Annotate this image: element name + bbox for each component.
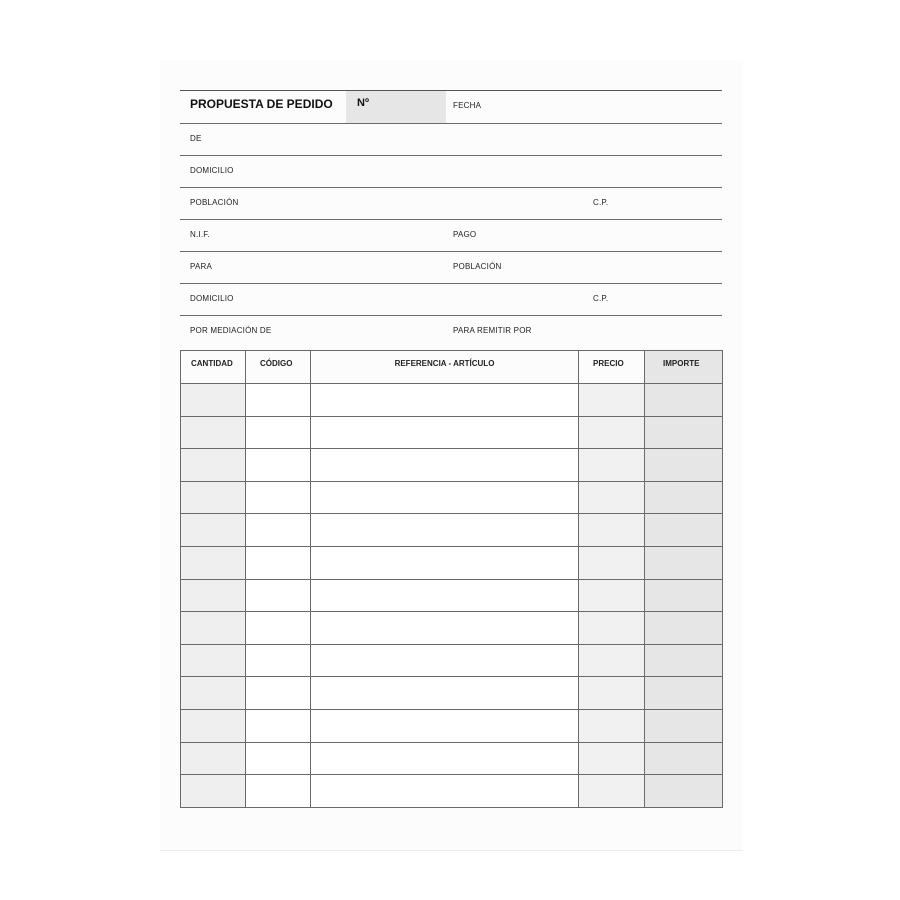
- cell-importe[interactable]: [645, 546, 723, 579]
- table-row: [181, 742, 723, 775]
- cell-cantidad[interactable]: [181, 775, 246, 808]
- table-row: [181, 612, 723, 645]
- cell-codigo[interactable]: [246, 677, 311, 710]
- cell-precio[interactable]: [579, 677, 645, 710]
- cell-precio[interactable]: [579, 644, 645, 677]
- table-row: [181, 775, 723, 808]
- cell-importe[interactable]: [645, 384, 723, 417]
- para-row[interactable]: [180, 251, 722, 283]
- cell-importe[interactable]: [645, 709, 723, 742]
- cell-cantidad[interactable]: [181, 514, 246, 547]
- cell-referencia[interactable]: [311, 775, 579, 808]
- col-header-codigo: CÓDIGO: [246, 351, 311, 384]
- cell-precio[interactable]: [579, 775, 645, 808]
- poblacion-label-1: POBLACIÓN: [190, 198, 239, 207]
- domicilio-label-2: DOMICILIO: [190, 294, 234, 303]
- cell-codigo[interactable]: [246, 612, 311, 645]
- poblacion-label-2: POBLACIÓN: [453, 262, 502, 271]
- cell-referencia[interactable]: [311, 612, 579, 645]
- cell-referencia[interactable]: [311, 677, 579, 710]
- form-title: PROPUESTA DE PEDIDO: [190, 97, 333, 111]
- table-row: [181, 416, 723, 449]
- cell-precio[interactable]: [579, 514, 645, 547]
- table-row: [181, 449, 723, 482]
- cell-importe[interactable]: [645, 742, 723, 775]
- col-header-importe: IMPORTE: [645, 351, 723, 384]
- cell-importe[interactable]: [645, 416, 723, 449]
- cell-precio[interactable]: [579, 384, 645, 417]
- cell-referencia[interactable]: [311, 546, 579, 579]
- mediacion-row[interactable]: [180, 315, 722, 347]
- col-header-referencia: REFERENCIA - ARTÍCULO: [311, 351, 579, 384]
- form-header-row: [180, 90, 722, 123]
- cell-referencia[interactable]: [311, 579, 579, 612]
- items-table: [180, 350, 723, 808]
- table-header-row: [181, 351, 723, 384]
- cp-label-2: C.P.: [593, 294, 609, 303]
- poblacion-row-1[interactable]: [180, 187, 722, 219]
- cell-referencia[interactable]: [311, 449, 579, 482]
- cell-cantidad[interactable]: [181, 677, 246, 710]
- cell-cantidad[interactable]: [181, 449, 246, 482]
- cell-precio[interactable]: [579, 416, 645, 449]
- cell-cantidad[interactable]: [181, 579, 246, 612]
- cell-cantidad[interactable]: [181, 416, 246, 449]
- cell-precio[interactable]: [579, 546, 645, 579]
- cell-importe[interactable]: [645, 449, 723, 482]
- cell-precio[interactable]: [579, 579, 645, 612]
- table-row: [181, 546, 723, 579]
- domicilio-row-1[interactable]: [180, 155, 722, 187]
- cell-cantidad[interactable]: [181, 644, 246, 677]
- cell-codigo[interactable]: [246, 709, 311, 742]
- cell-referencia[interactable]: [311, 384, 579, 417]
- cell-cantidad[interactable]: [181, 384, 246, 417]
- cell-precio[interactable]: [579, 709, 645, 742]
- de-label: DE: [190, 134, 202, 143]
- de-row[interactable]: [180, 123, 722, 155]
- order-form: [180, 90, 722, 347]
- cell-codigo[interactable]: [246, 416, 311, 449]
- items-table-body: [181, 384, 723, 808]
- pago-label: PAGO: [453, 230, 477, 239]
- nif-label: N.I.F.: [190, 230, 210, 239]
- cell-codigo[interactable]: [246, 449, 311, 482]
- cell-referencia[interactable]: [311, 514, 579, 547]
- cell-precio[interactable]: [579, 449, 645, 482]
- cell-cantidad[interactable]: [181, 481, 246, 514]
- fecha-label: FECHA: [453, 101, 482, 110]
- table-row: [181, 677, 723, 710]
- cell-importe[interactable]: [645, 677, 723, 710]
- cell-referencia[interactable]: [311, 742, 579, 775]
- cell-codigo[interactable]: [246, 384, 311, 417]
- order-number-label: Nº: [357, 97, 369, 109]
- cell-precio[interactable]: [579, 742, 645, 775]
- cell-cantidad[interactable]: [181, 612, 246, 645]
- domicilio-row-2[interactable]: [180, 283, 722, 315]
- table-row: [181, 514, 723, 547]
- table-row: [181, 384, 723, 417]
- cell-cantidad[interactable]: [181, 742, 246, 775]
- cell-codigo[interactable]: [246, 546, 311, 579]
- cell-precio[interactable]: [579, 612, 645, 645]
- col-header-cantidad: CANTIDAD: [181, 351, 246, 384]
- cell-codigo[interactable]: [246, 775, 311, 808]
- cell-codigo[interactable]: [246, 481, 311, 514]
- cell-importe[interactable]: [645, 612, 723, 645]
- cell-referencia[interactable]: [311, 416, 579, 449]
- cell-importe[interactable]: [645, 775, 723, 808]
- table-row: [181, 481, 723, 514]
- order-number-box[interactable]: [346, 91, 446, 123]
- cell-importe[interactable]: [645, 644, 723, 677]
- para-remitir-label: PARA REMITIR POR: [453, 326, 532, 335]
- cp-label-1: C.P.: [593, 198, 609, 207]
- cell-cantidad[interactable]: [181, 709, 246, 742]
- cell-referencia[interactable]: [311, 644, 579, 677]
- cell-codigo[interactable]: [246, 742, 311, 775]
- table-row: [181, 709, 723, 742]
- table-row: [181, 644, 723, 677]
- nif-row[interactable]: [180, 219, 722, 251]
- cell-codigo[interactable]: [246, 514, 311, 547]
- para-label: PARA: [190, 262, 212, 271]
- cell-importe[interactable]: [645, 481, 723, 514]
- por-mediacion-label: POR MEDIACIÓN DE: [190, 326, 272, 335]
- cell-importe[interactable]: [645, 514, 723, 547]
- cell-cantidad[interactable]: [181, 546, 246, 579]
- cell-referencia[interactable]: [311, 709, 579, 742]
- cell-precio[interactable]: [579, 481, 645, 514]
- table-row: [181, 579, 723, 612]
- cell-referencia[interactable]: [311, 481, 579, 514]
- cell-codigo[interactable]: [246, 579, 311, 612]
- cell-codigo[interactable]: [246, 644, 311, 677]
- cell-importe[interactable]: [645, 579, 723, 612]
- domicilio-label-1: DOMICILIO: [190, 166, 234, 175]
- col-header-precio: PRECIO: [579, 351, 645, 384]
